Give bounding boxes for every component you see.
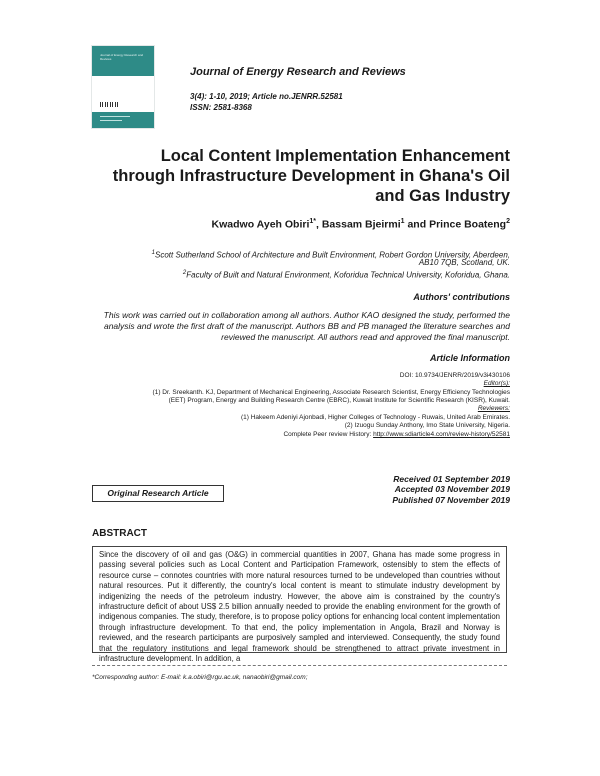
cover-line [100, 116, 130, 117]
reviewer-entry: (1) Hakeem Adeniyi Ajonbadi, Higher Colleges of Technology - Ruwais, United Arab Emirates. [240, 414, 510, 421]
editor-entry: (1) Dr. Sreekanth. KJ, Department of Mechanical Engineering, Associate Research Scientist, Energy Efficiency Technologies [152, 389, 510, 396]
author-name: Kwadwo Ayeh Obiri [211, 218, 310, 231]
contributions-heading: Authors' contributions [413, 292, 510, 302]
reviewers-label: Reviewers: [477, 405, 510, 412]
accepted-date: Accepted 03 November 2019 [394, 484, 510, 494]
reviewer-entry: (2) Izuogu Sunday Anthony, Imo State University, Nigeria. [344, 422, 510, 429]
affiliation-text: Scott Sutherland School of Architecture and Built Environment, Robert Gordon University, Aberdeen, [155, 250, 510, 260]
cover-header-band [92, 46, 154, 76]
peer-review-history [283, 431, 510, 439]
doi: DOI: 10.9734/JENRR/2019/v3i430106 [399, 372, 510, 379]
affiliation-2 [183, 268, 510, 281]
abstract-box [92, 546, 507, 664]
article-type-badge: Original Research Article [92, 485, 224, 502]
author-separator: and [404, 218, 430, 231]
cover-line [100, 120, 122, 121]
peer-review-link[interactable]: http://www.sdiarticle4.com/review-history/52581 [373, 431, 510, 438]
author-list [212, 218, 510, 231]
abstract-text: Since the discovery of oil and gas (O&G) in commercial quantities in 2007, Ghana has made some progress in passing several policies such as Local Content and Participation Framework, ostensibly to stem the effects of resource curse – connotes countries with more natural resources turned to be undeveloped than countries without natural resources. Put it differently, the country's local content is meant to stimulate industry development by indigenizing the needs of the petroleum industry. However, the above aim is constrained by the country's infrastructure deficit of about US$ 2.5 billion annually needed to provide the enabling environment for the growth of indigenous companies. The study, therefore, is to propose policy options for enhancing local content implementation through infrastructure development. To that end, the policy implementation in Angola, Brazil and Norway is reviewed, and the research participants are purposively sampled and interviewed. Consequently, the study found that the regulatory institutions and legal framework should be strengthened to attract private investment in infrastructure development. In addition, a [99, 550, 500, 664]
article-title: Local Content Implementation Enhancement through Infrastructure Development in Ghana's Oil and Gas Industry [112, 147, 510, 205]
affiliation-1-cont: AB10 7QB, Scotland, UK. [418, 258, 510, 267]
author-affiliation-mark: 2 [506, 218, 510, 225]
footnote-divider [92, 665, 507, 666]
published-date: Published 07 November 2019 [392, 495, 510, 505]
author-affiliation-mark: 1* [309, 218, 316, 225]
volume-info: 3(4): 1-10, 2019; Article no.JENRR.52581 [190, 92, 343, 101]
journal-cover-thumbnail [92, 46, 154, 128]
affiliation-mark: 1 [151, 250, 155, 256]
cover-footer-band [92, 112, 154, 128]
article-info-heading: Article Information [429, 353, 510, 363]
affiliation-text: Faculty of Built and Natural Environment, Koforidua Technical University, Koforidua, Ghana. [186, 270, 510, 280]
corresponding-author-footnote: *Corresponding author: E-mail: k.a.obiri@rgu.ac.uk, nanaobiri@gmail.com; [92, 674, 308, 681]
abstract-heading: ABSTRACT [92, 528, 147, 539]
journal-name: Journal of Energy Research and Reviews [190, 66, 406, 78]
editor-entry-cont: (EET) Program, Energy and Building Research Centre (EBRC), Kuwait Institute for Scientific Research (KISR), Kuwait. [168, 397, 510, 404]
editors-label: Editor(s): [483, 380, 510, 387]
peer-review-label: Complete Peer review History: [283, 431, 374, 438]
contributions-text: This work was carried out in collaboration among all authors. Author KAO designed the study, performed the analysis and wrote the first draft of the manuscript. Authors BB and PB managed the literature searches and reviewed the manuscript. All authors read and approved the final manuscript. [103, 310, 510, 342]
issn: ISSN: 2581-8368 [190, 103, 252, 112]
author-separator: , [316, 218, 322, 231]
author-affiliation-mark: 1 [400, 218, 405, 225]
author-name: Prince Boateng [429, 218, 507, 231]
cover-title: Journal of Energy Research and Reviews [100, 53, 144, 61]
received-date: Received 01 September 2019 [393, 474, 510, 484]
affiliation-mark: 2 [182, 270, 187, 276]
cover-barcode-icon [100, 102, 120, 107]
author-name: Bassam Bjeirmi [321, 218, 401, 231]
